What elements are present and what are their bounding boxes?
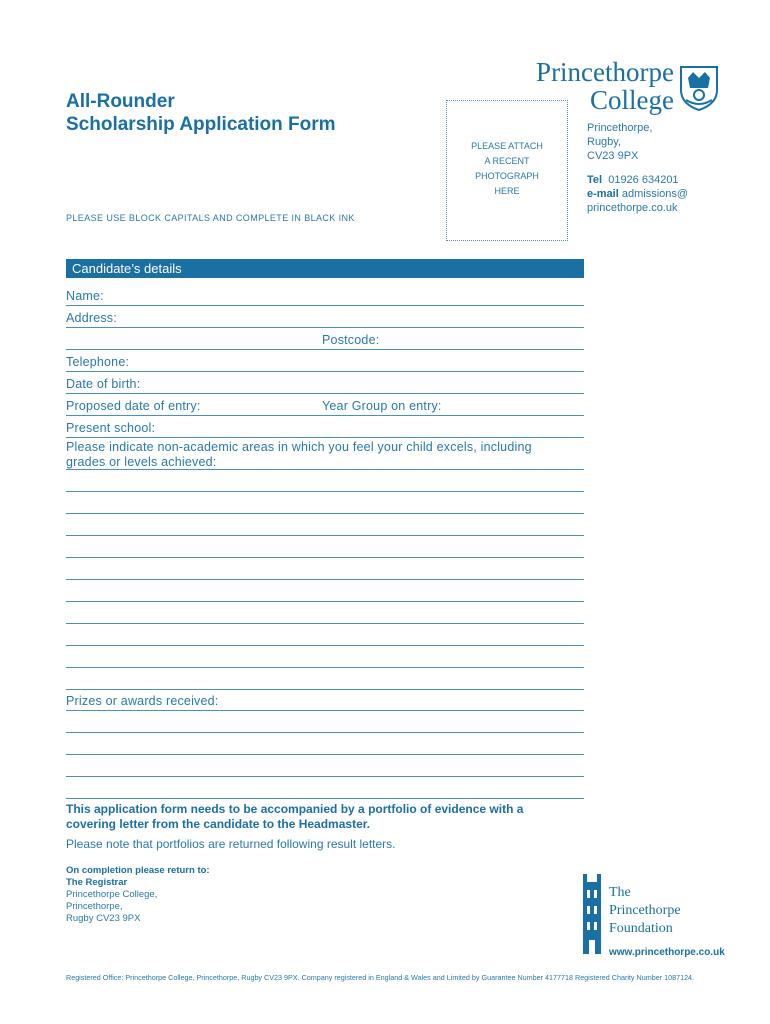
address-line-1: Princethorpe, xyxy=(587,122,653,134)
answer-line[interactable] xyxy=(66,732,584,733)
email-label: e-mail xyxy=(587,188,619,200)
crest-icon xyxy=(678,64,720,112)
portfolio-note-line-1: This application form needs to be accompanied by a portfolio of evidence with a xyxy=(66,802,524,816)
answer-line[interactable] xyxy=(66,535,584,536)
college-logo xyxy=(510,58,674,114)
answer-line[interactable] xyxy=(66,645,584,646)
prizes-label: Prizes or awards received: xyxy=(66,694,219,708)
college-contact xyxy=(587,173,688,215)
return-address xyxy=(66,865,210,925)
answer-line[interactable] xyxy=(66,754,584,755)
address-line-2: Rugby, xyxy=(587,136,622,148)
photo-text-3: PHOTOGRAPH xyxy=(475,171,539,181)
foundation-name xyxy=(609,884,681,938)
non-academic-label-2: grades or levels achieved: xyxy=(66,455,217,469)
photo-text-2: A RECENT xyxy=(484,156,530,166)
answer-line[interactable] xyxy=(66,623,584,624)
foundation-tower-icon xyxy=(581,874,603,954)
photo-text-1: PLEASE ATTACH xyxy=(471,141,543,151)
return-line-2: Princethorpe, xyxy=(66,901,123,912)
answer-line[interactable] xyxy=(66,667,584,668)
college-address xyxy=(587,121,652,163)
answer-line[interactable] xyxy=(66,601,584,602)
postcode-label: Postcode: xyxy=(322,333,380,347)
instruction-text: PLEASE USE BLOCK CAPITALS AND COMPLETE IN BLACK INK xyxy=(66,213,355,223)
telephone-label: Telephone: xyxy=(66,355,130,369)
address-label: Address: xyxy=(66,311,117,325)
non-academic-label-1: Please indicate non-academic areas in which you feel your child excels, including xyxy=(66,440,532,454)
address-line-3: CV23 9PX xyxy=(587,150,639,162)
dob-label: Date of birth: xyxy=(66,377,141,391)
answer-line[interactable] xyxy=(66,513,584,514)
foundation-line-3: Foundation xyxy=(609,921,673,936)
prizes-field[interactable] xyxy=(66,694,584,711)
name-label: Name: xyxy=(66,289,104,303)
answer-line[interactable] xyxy=(66,579,584,580)
title-line-2: Scholarship Application Form xyxy=(66,114,336,135)
tel-number: 01926 634201 xyxy=(608,174,679,186)
tel-label: Tel xyxy=(587,174,603,186)
non-academic-field[interactable] xyxy=(66,440,584,470)
present-school-label: Present school: xyxy=(66,421,156,435)
portfolio-note-line-2: covering letter from the candidate to the Headmaster. xyxy=(66,817,371,831)
photo-box[interactable] xyxy=(446,100,568,241)
logo-line-1: Princethorpe xyxy=(536,57,674,87)
email-line-2: princethorpe.co.uk xyxy=(587,202,678,214)
entry-date-field[interactable] xyxy=(66,399,584,416)
answer-line[interactable] xyxy=(66,798,584,799)
answer-line[interactable] xyxy=(66,776,584,777)
answer-line[interactable] xyxy=(66,557,584,558)
footer-registration: Registered Office: Princethorpe College, Princethorpe, Rugby CV23 9PX. Company registered in England & Wales and Limited by Guarantee Number 4177718 Registered Charity Number 1087124. xyxy=(66,973,695,982)
photo-text-4: HERE xyxy=(494,186,520,196)
return-heading: On completion please return to: xyxy=(66,865,210,876)
dob-field[interactable] xyxy=(66,377,584,394)
telephone-field[interactable] xyxy=(66,355,584,372)
present-school-field[interactable] xyxy=(66,421,584,438)
return-line-3: Rugby CV23 9PX xyxy=(66,913,141,924)
return-note: Please note that portfolios are returned following result letters. xyxy=(66,837,396,851)
postcode-field[interactable] xyxy=(66,333,584,350)
foundation-url[interactable]: www.princethorpe.co.uk xyxy=(609,947,725,958)
return-recipient: The Registrar xyxy=(66,877,128,888)
name-field[interactable] xyxy=(66,289,584,306)
email-line-1: admissions@ xyxy=(621,188,689,200)
foundation-line-2: Princethorpe xyxy=(609,903,681,918)
foundation-line-1: The xyxy=(609,885,631,900)
logo-line-2: College xyxy=(590,85,674,115)
entry-date-label: Proposed date of entry: xyxy=(66,399,201,413)
address-field[interactable] xyxy=(66,311,584,328)
title-line-1: All-Rounder xyxy=(66,91,175,112)
form-title xyxy=(66,90,336,136)
answer-line[interactable] xyxy=(66,689,584,690)
return-line-1: Princethorpe College, xyxy=(66,889,158,900)
year-group-label: Year Group on entry: xyxy=(322,399,442,413)
answer-line[interactable] xyxy=(66,491,584,492)
section-candidate-details: Candidate’s details xyxy=(66,259,584,278)
portfolio-note xyxy=(66,802,586,832)
